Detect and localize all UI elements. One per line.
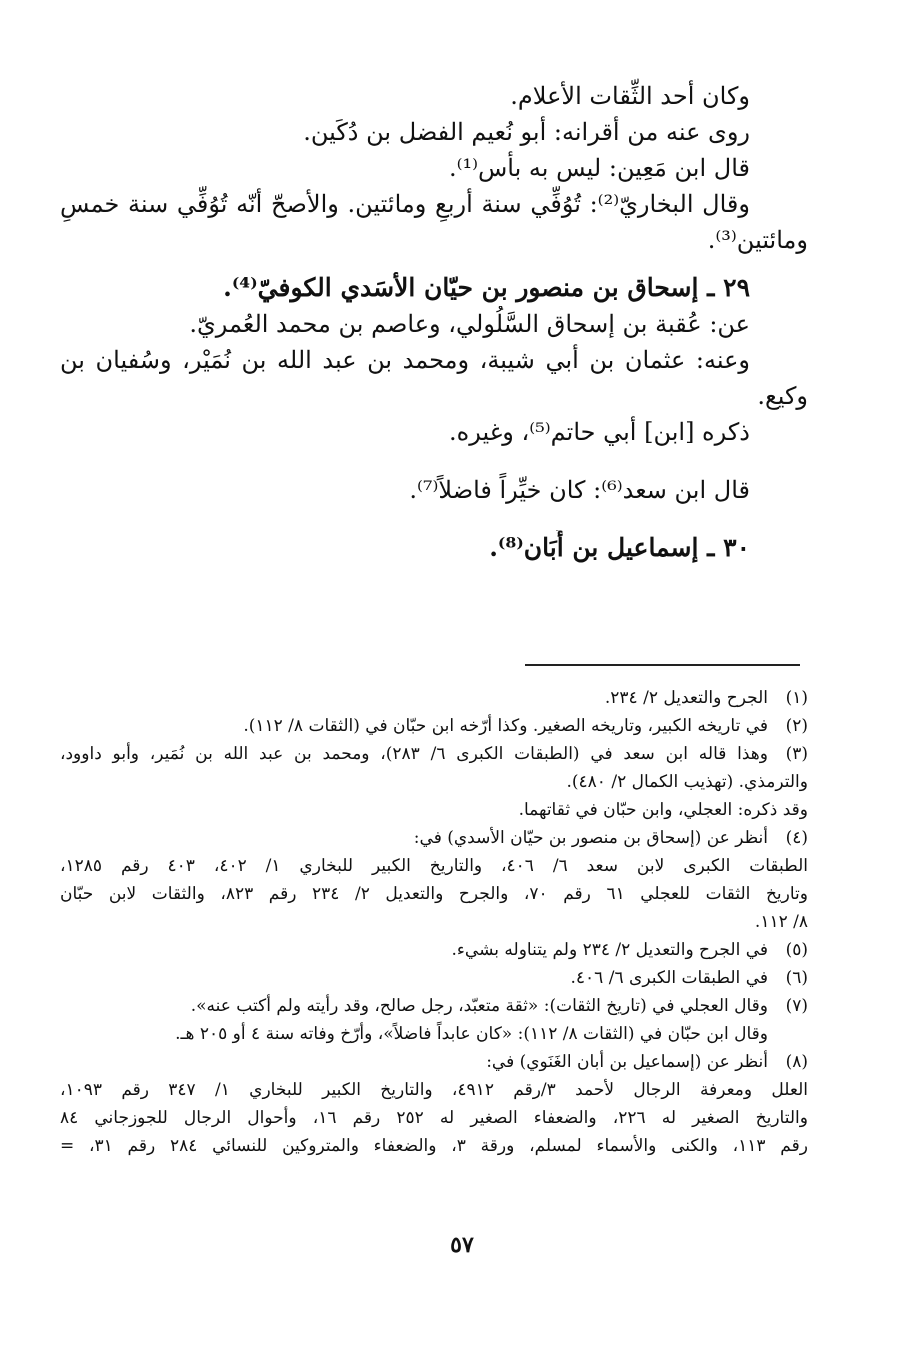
text-line: ومائتين⁽³⁾. xyxy=(707,226,808,254)
text-line: وكان أحد الثِّقات الأعلام. xyxy=(510,82,750,110)
footnote-text: الطبقات الكبرى لابن سعد ٦/ ٤٠٦، والتاريخ الكبير للبخاري ١/ ٤٠٢، ٤٠٣ رقم ١٢٨٥، xyxy=(60,856,808,876)
entry-heading: ٢٩ ـ إسحاق بن منصور بن حيّان الأسَدي الكوفيّ⁽⁴⁾. xyxy=(223,273,750,302)
footnote-text: الجرح والتعديل ٢/ ٢٣٤. xyxy=(604,688,768,708)
footnote-text: أنظر عن (إسماعيل بن أبان الغَنَوي) في: xyxy=(486,1052,768,1072)
text-line: قال ابن مَعِين: ليس به بأس⁽¹⁾. xyxy=(448,154,750,182)
footnote xyxy=(60,1048,808,1076)
text-line: قال ابن سعد⁽⁶⁾: كان خيِّراً فاضلاً⁽⁷⁾. xyxy=(409,476,750,504)
footnote-number: (٧) xyxy=(785,996,808,1016)
footnote xyxy=(60,740,808,768)
footnote-text: وقال العجلي في (تاريخ الثقات): «ثقة متعبّد، رجل صالح، وقد رأيته ولم أكتب عنه». xyxy=(190,996,768,1016)
footnote-text: والتاريخ الصغير له ٢٢٦، والضعفاء الصغير له ٢٥٢ رقم ١٦، وأحوال الرجال للجوزجاني ٨٤ xyxy=(60,1108,808,1128)
footnotes xyxy=(60,684,808,1160)
footnote-text: ٨/ ١١٢. xyxy=(754,912,808,932)
footnote-text: وقال ابن حبّان في (الثقات ٨/ ١١٢): «كان عابداً فاضلاً»، وأرّخ وفاته سنة ٤ أو ٢٠٥ هـ. xyxy=(175,1024,768,1044)
footnote xyxy=(60,824,808,852)
footnote-divider xyxy=(525,664,800,666)
footnote-text: في الجرح والتعديل ٢/ ٢٣٤ ولم يتناوله بشيء. xyxy=(451,940,768,960)
footnote-text: والترمذي. (تهذيب الكمال ٢/ ٤٨٠). xyxy=(566,772,808,792)
footnote-text: في تاريخه الكبير، وتاريخه الصغير. وكذا أرّخه ابن حبّان في (الثقات ٨/ ١١٢). xyxy=(243,716,768,736)
footnote-text: أنظر عن (إسحاق بن منصور بن حيّان الأسدي) في: xyxy=(413,828,768,848)
footnote-number: (٢) xyxy=(785,716,808,736)
footnote xyxy=(60,992,808,1020)
footnote xyxy=(60,936,808,964)
footnote-text: وتاريخ الثقات للعجلي ٦١ رقم ٧٠، والجرح والتعديل ٢/ ٢٣٤ رقم ٨٢٣، والثقات لابن حبّان xyxy=(60,884,808,904)
text-line: عن: عُقبة بن إسحاق السَّلُولي، وعاصم بن محمد العُمريّ. xyxy=(189,310,750,338)
entry-heading: ٣٠ ـ إسماعيل بن أَبَان⁽⁸⁾. xyxy=(489,533,750,562)
text-line: وقال البخاريّ⁽²⁾: تُوُفِّي سنة أربعٍ ومائتين. والأصحّ أنّه تُوُفِّي سنة خمسٍ xyxy=(60,190,750,218)
footnote-text: وقد ذكره: العجلي، وابن حبّان في ثقاتهما. xyxy=(518,800,808,820)
footnote-text: رقم ١١٣، والكنى والأسماء لمسلم، ورقة ٣، والضعفاء والمتروكين للنسائي ٢٨٤ رقم ٣١، = xyxy=(60,1136,808,1156)
footnote-number: (٥) xyxy=(785,940,808,960)
footnote xyxy=(60,684,808,712)
text-line: روى عنه من أقرانه: أبو نُعيم الفضل بن دُكَين. xyxy=(303,118,750,146)
footnote-text: وهذا قاله ابن سعد في (الطبقات الكبرى ٦/ ٢٨٣)، ومحمد بن عبد الله بن نُمَير، وأبو داوود، xyxy=(60,744,768,764)
footnote-text: العلل ومعرفة الرجال لأحمد ٣/رقم ٤٩١٢، والتاريخ الكبير للبخاري ١/ ٣٤٧ رقم ١٠٩٣، xyxy=(60,1080,808,1100)
text-line: وعنه: عثمان بن أبي شيبة، ومحمد بن عبد الله بن نُمَيْر، وسُفيان بن xyxy=(60,346,750,374)
footnote-number: (١) xyxy=(785,688,808,708)
footnote-number: (٦) xyxy=(785,968,808,988)
footnote-number: (٨) xyxy=(785,1052,808,1072)
footnote-number: (٤) xyxy=(785,828,808,848)
footnote-text: في الطبقات الكبرى ٦/ ٤٠٦. xyxy=(570,968,768,988)
main-text xyxy=(60,78,808,566)
footnote xyxy=(60,712,808,740)
page-number: ٥٧ xyxy=(450,1232,474,1258)
text-line: وكيع. xyxy=(757,382,808,410)
footnote xyxy=(60,964,808,992)
footnote-number: (٣) xyxy=(785,744,808,764)
text-line: ذكره [ابن] أبي حاتم⁽⁵⁾، وغيره. xyxy=(449,418,750,446)
